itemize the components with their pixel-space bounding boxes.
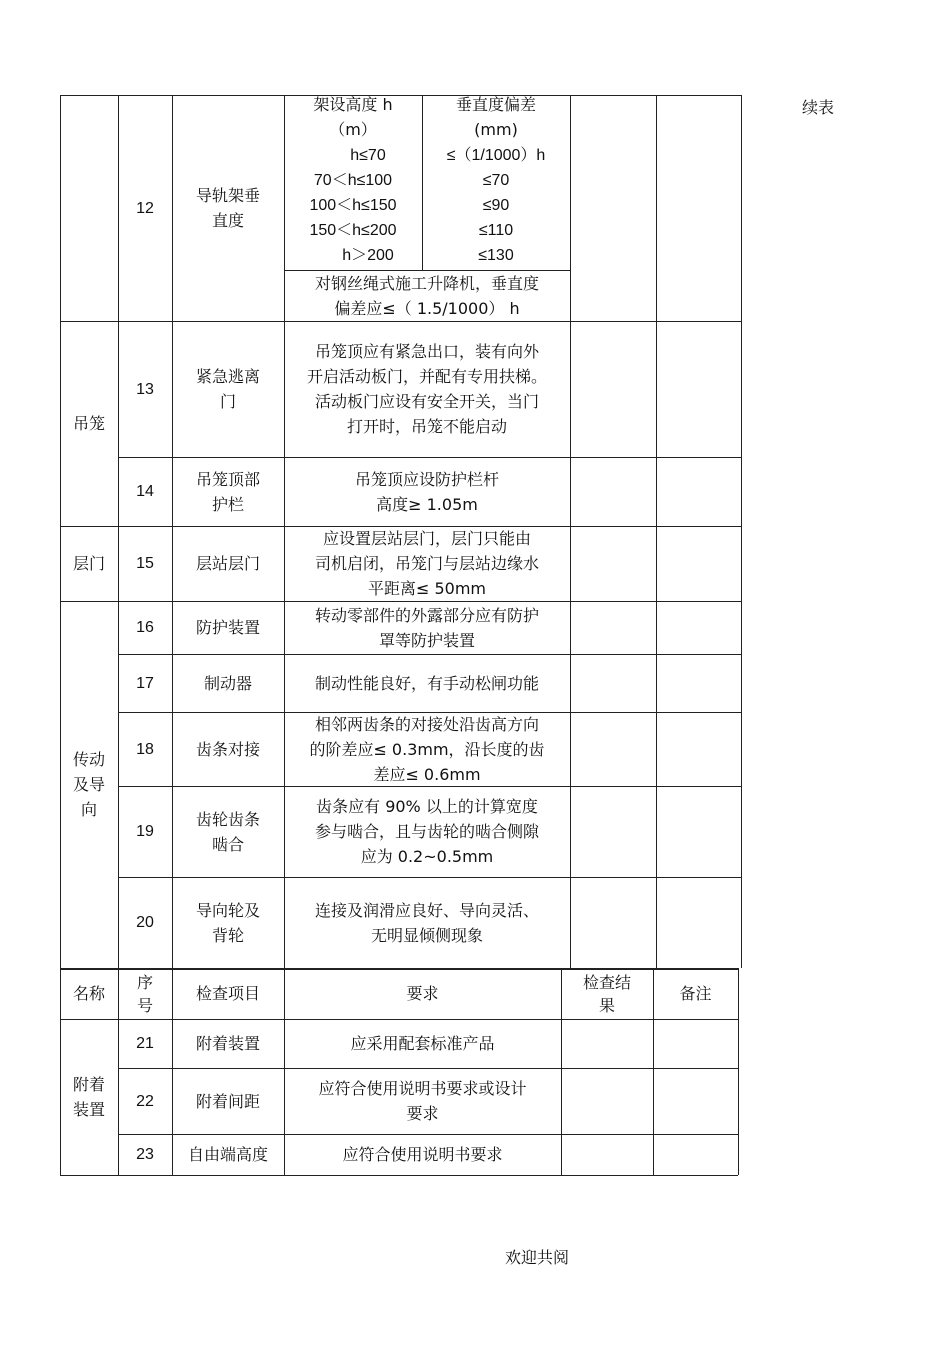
row-12-no: 12 <box>136 199 154 217</box>
row-13-no: 13 <box>136 380 154 398</box>
row-21-no: 21 <box>136 1035 154 1052</box>
row-22-no: 22 <box>136 1092 154 1110</box>
row-17-item: 制动器 <box>203 673 252 693</box>
row-14-no: 14 <box>136 483 154 500</box>
deviation-value: ≤130 <box>478 247 514 264</box>
row-19-requirement: 齿条应有 90% 以上的计算宽度 参与啮合，且与齿轮的啮合侧隙 应为 0.2~0.5mm <box>314 797 539 866</box>
height-value: 70＜h≤100 <box>313 172 393 189</box>
row-19-no: 19 <box>136 823 154 840</box>
row-21-item: 附着装置 <box>195 1034 260 1053</box>
deviation-value: ≤（1/1000）h <box>446 147 546 164</box>
row-23-item: 自由端高度 <box>187 1145 268 1164</box>
deviation-value: ≤90 <box>482 197 510 214</box>
row-16-item: 防护装置 <box>195 618 260 637</box>
row-14-requirement: 吊笼顶应设防护栏杆 高度≥ 1.05m <box>354 469 499 514</box>
deviation-value: ≤110 <box>478 222 514 239</box>
row-16-no: 16 <box>136 619 154 636</box>
row-20-item: 导向轮及 背轮 <box>195 900 260 945</box>
row-22-item: 附着间距 <box>195 1091 260 1111</box>
row-18-requirement: 相邻两齿条的对接处沿齿高方向 的阶差应≤ 0.3mm，沿长度的齿 差应≤ 0.6mm <box>309 714 545 784</box>
row-23-requirement: 应符合使用说明书要求 <box>342 1145 503 1164</box>
row-15-no: 15 <box>136 555 154 572</box>
row-20-no: 20 <box>136 914 154 931</box>
row-15-requirement: 应设置层站层门，层门只能由 司机启闭，吊笼门与层站边缘水 平距离≤ 50mm <box>314 529 539 598</box>
header-name: 名称 <box>72 984 105 1003</box>
height-header: 架设高度 h （m） <box>313 95 393 139</box>
row-12-note: 对钢丝绳式施工升降机，垂直度 偏差应≤（ 1.5/1000） h <box>314 273 539 318</box>
group-cage: 吊笼 <box>72 414 105 433</box>
header-requirement: 要求 <box>406 984 439 1003</box>
footer-text: 欢迎共阅 <box>505 1248 570 1267</box>
header-result: 检查结 果 <box>582 972 631 1015</box>
row-14-item: 吊笼顶部 护栏 <box>195 469 260 514</box>
row-19-item: 齿轮齿条 啮合 <box>195 809 260 854</box>
row-18-item: 齿条对接 <box>195 739 260 759</box>
row-13-item: 紧急逃离 门 <box>195 367 260 411</box>
header-item: 检查项目 <box>195 984 260 1003</box>
height-value: h≤70 <box>350 147 386 164</box>
row-17-no: 17 <box>136 674 154 692</box>
row-12-item: 导轨架垂 直度 <box>195 186 260 230</box>
row-18-no: 18 <box>136 740 154 758</box>
continued-label: 续表 <box>802 98 835 117</box>
group-drive-guide: 传动 及导 向 <box>72 750 105 819</box>
deviation-header: 垂直度偏差 (mm) <box>455 95 536 139</box>
row-15-item: 层站层门 <box>195 554 260 573</box>
header-no: 序 号 <box>136 972 153 1015</box>
deviation-value: ≤70 <box>482 172 510 189</box>
height-value: 150＜h≤200 <box>309 222 397 239</box>
row-17-requirement: 制动性能良好，有手动松闸功能 <box>314 673 539 693</box>
group-attachment: 附着 装置 <box>72 1075 105 1119</box>
group-landing-door: 层门 <box>72 554 105 573</box>
row-13-requirement: 吊笼顶应有紧急出口，装有向外 开启活动板门，并配有专用扶梯。 活动板门应设有安全开关，当门 打开时，吊笼不能启动 <box>306 342 547 436</box>
row-20-requirement: 连接及润滑应良好、导向灵活、 无明显倾侧现象 <box>314 900 539 945</box>
height-value: h＞200 <box>342 247 394 264</box>
row-22-requirement: 应符合使用说明书要求或设计 要求 <box>318 1079 527 1123</box>
row-21-requirement: 应采用配套标准产品 <box>350 1034 495 1053</box>
row-23-no: 23 <box>136 1146 154 1163</box>
height-value: 100＜h≤150 <box>309 197 397 214</box>
header-remark: 备注 <box>679 984 712 1003</box>
row-16-requirement: 转动零部件的外露部分应有防护 罩等防护装置 <box>314 605 539 650</box>
